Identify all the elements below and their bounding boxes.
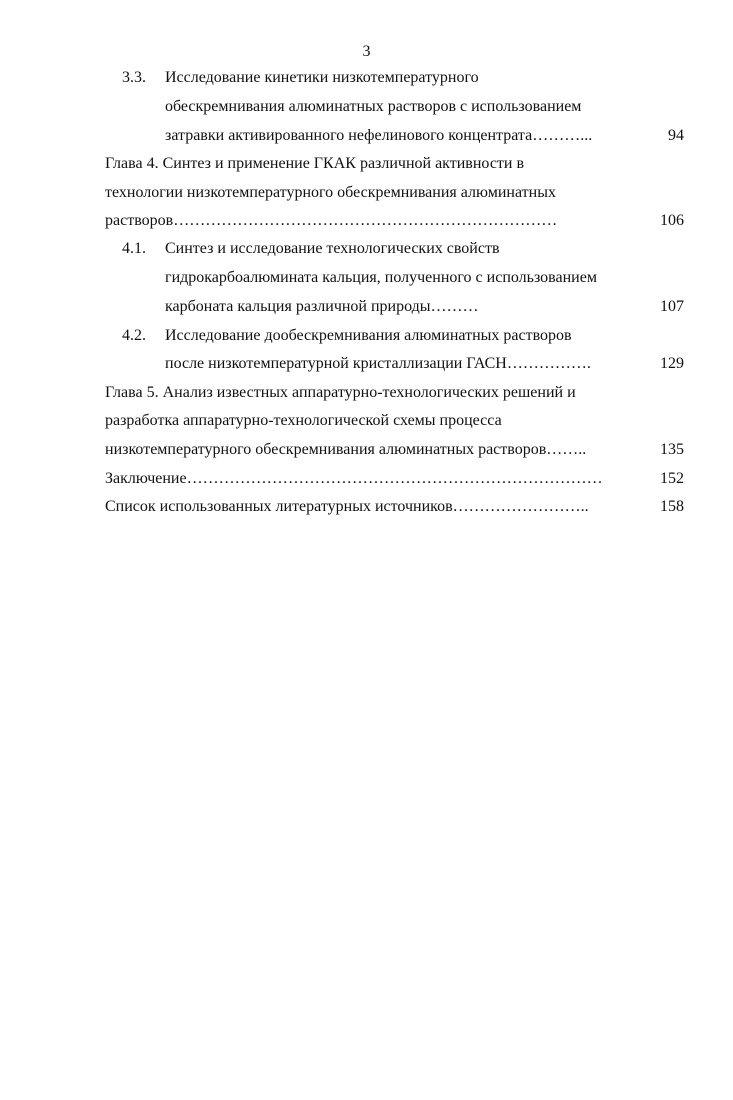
toc-entry-3-3-page: 94 (668, 127, 684, 144)
toc-chapter-5-line-1: Глава 5. Анализ известных аппаратурно-технологических решений и (105, 384, 576, 401)
toc-entry-3-3-line-2: обескремнивания алюминатных растворов с использованием (165, 98, 582, 115)
toc-entry-3-3-line-1: Исследование кинетики низкотемпературного (165, 69, 479, 86)
toc-chapter-4-page: 106 (660, 212, 684, 229)
toc-entry-4-1-line-3: карбоната кальция различной природы……… (165, 298, 479, 315)
toc-entry-4-2-page: 129 (660, 355, 684, 372)
toc-entry-3-3-line-3: затравки активированного нефелинового концентрата………... (165, 127, 593, 144)
toc-entry-4-1-page: 107 (660, 298, 684, 315)
toc-chapter-5-page: 135 (660, 441, 684, 458)
toc-entry-3-3-number: 3.3. (122, 69, 146, 86)
toc-references-page: 158 (660, 498, 684, 515)
toc-chapter-4-line-2: технологии низкотемпературного обескремнивания алюминатных (105, 184, 556, 201)
toc-conclusion: Заключение…………………………………………………………………… (105, 470, 603, 487)
toc-entry-4-1-line-2: гидрокарбоалюмината кальция, полученного с использованием (165, 269, 597, 286)
toc-entry-4-2-line-2: после низкотемпературной кристаллизации ГАСН……………. (165, 355, 591, 372)
toc-entry-4-2-number: 4.2. (122, 327, 146, 344)
toc-chapter-5-line-3: низкотемпературного обескремнивания алюминатных растворов…….. (105, 441, 587, 458)
toc-references: Список использованных литературных источников…………………….. (105, 498, 589, 515)
toc-chapter-4-line-1: Глава 4. Синтез и применение ГКАК различной активности в (105, 155, 525, 172)
toc-entry-4-2-line-1: Исследование дообескремнивания алюминатных растворов (165, 327, 572, 344)
toc-entry-4-1-number: 4.1. (122, 240, 146, 257)
toc-conclusion-page: 152 (660, 470, 684, 487)
page-number: 3 (362, 43, 371, 60)
toc-chapter-5-line-2: разработка аппаратурно-технологической схемы процесса (105, 412, 502, 429)
toc-entry-4-1-line-1: Синтез и исследование технологических свойств (165, 240, 500, 257)
toc-chapter-4-line-3: растворов……………………………………………………………… (105, 212, 558, 229)
